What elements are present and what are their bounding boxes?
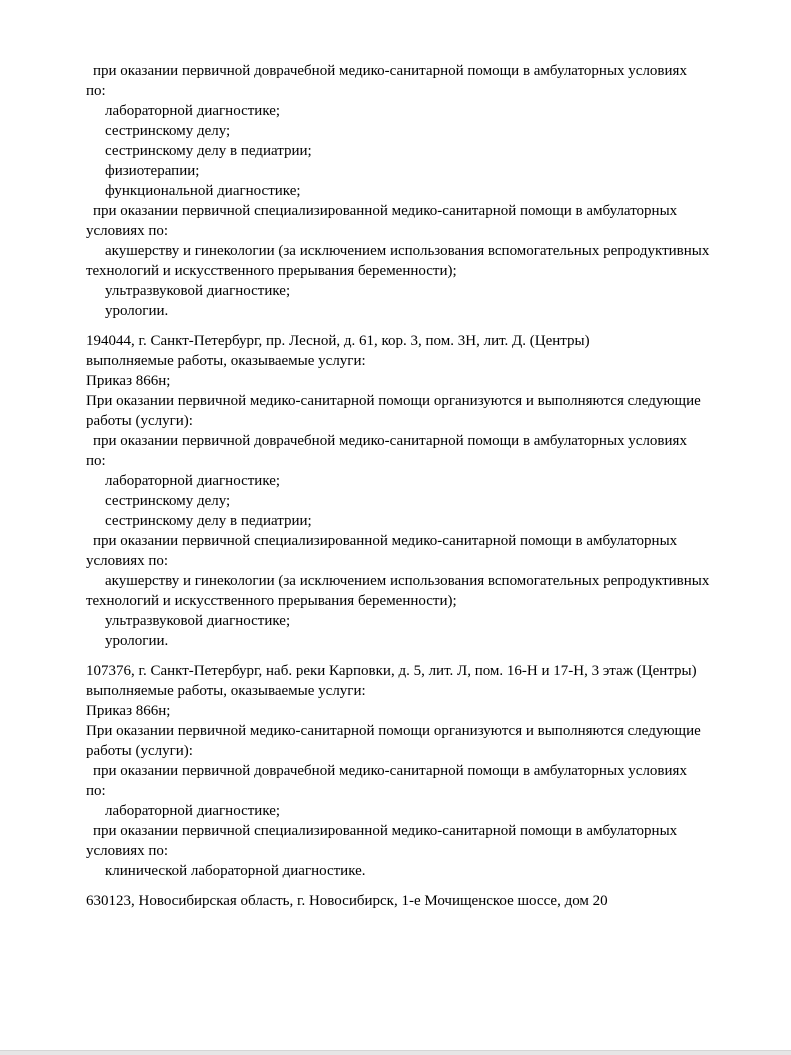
document-line: лабораторной диагностике; — [105, 473, 281, 489]
document-line: При оказании первичной медико-санитарной помощи организуются и выполняются следующие — [86, 723, 701, 739]
document-line: лабораторной диагностике; — [105, 803, 281, 819]
document-line: Приказ 866н; — [86, 373, 171, 389]
document-line: при оказании первичной специализированной медико-санитарной помощи в амбулаторных — [93, 823, 678, 839]
document-line: технологий и искусственного прерывания беременности); — [86, 593, 457, 609]
document-line: при оказании первичной доврачебной медико-санитарной помощи в амбулаторных условиях — [93, 63, 687, 79]
document-line: 107376, г. Санкт-Петербург, наб. реки Карповки, д. 5, лит. Л, пом. 16-Н и 17-Н, 3 этаж (Центры) — [86, 663, 697, 679]
document-line: технологий и искусственного прерывания беременности); — [86, 263, 457, 279]
address-block-107376 — [86, 661, 763, 881]
document-line: при оказании первичной специализированной медико-санитарной помощи в амбулаторных — [93, 203, 678, 219]
document-line: при оказании первичной доврачебной медико-санитарной помощи в амбулаторных условиях — [93, 763, 687, 779]
document-line: акушерству и гинекологии (за исключением использования вспомогательных репродуктивных — [105, 573, 710, 589]
document-line: Приказ 866н; — [86, 703, 171, 719]
document-line: условиях по: — [86, 223, 169, 239]
document-line: работы (услуги): — [86, 743, 193, 759]
address-block-630123 — [86, 891, 763, 911]
document-line: выполняемые работы, оказываемые услуги: — [86, 353, 366, 369]
document-line: сестринскому делу в педиатрии; — [105, 143, 312, 159]
document-line: при оказании первичной доврачебной медико-санитарной помощи в амбулаторных условиях — [93, 433, 687, 449]
document-line: работы (услуги): — [86, 413, 193, 429]
document-line: физиотерапии; — [105, 163, 200, 179]
document-line: сестринскому делу в педиатрии; — [105, 513, 312, 529]
address-block-194044 — [86, 331, 763, 651]
document-line: при оказании первичной специализированной медико-санитарной помощи в амбулаторных — [93, 533, 678, 549]
document-line: сестринскому делу; — [105, 123, 231, 139]
license-works-list-continuation — [86, 61, 763, 321]
document-line: по: — [86, 453, 106, 469]
document-line: урологии. — [105, 633, 169, 649]
bottom-divider-bar — [0, 1050, 791, 1055]
document-line: условиях по: — [86, 843, 169, 859]
document-line: ультразвуковой диагностике; — [105, 613, 291, 629]
document-line: При оказании первичной медико-санитарной помощи организуются и выполняются следующие — [86, 393, 701, 409]
document-line: 630123, Новосибирская область, г. Новосибирск, 1-е Мочищенское шоссе, дом 20 — [86, 893, 608, 909]
document-line: лабораторной диагностике; — [105, 103, 281, 119]
document-line: клинической лабораторной диагностике. — [105, 863, 366, 879]
document-line: сестринскому делу; — [105, 493, 231, 509]
document-line: условиях по: — [86, 553, 169, 569]
document-line: 194044, г. Санкт-Петербург, пр. Лесной, д. 61, кор. 3, пом. 3Н, лит. Д. (Центры) — [86, 333, 590, 349]
document-line: по: — [86, 783, 106, 799]
document-line: выполняемые работы, оказываемые услуги: — [86, 683, 366, 699]
document-line: ультразвуковой диагностике; — [105, 283, 291, 299]
document-line: по: — [86, 83, 106, 99]
document-line: функциональной диагностике; — [105, 183, 301, 199]
document-line: урологии. — [105, 303, 169, 319]
document-line: акушерству и гинекологии (за исключением использования вспомогательных репродуктивных — [105, 243, 710, 259]
